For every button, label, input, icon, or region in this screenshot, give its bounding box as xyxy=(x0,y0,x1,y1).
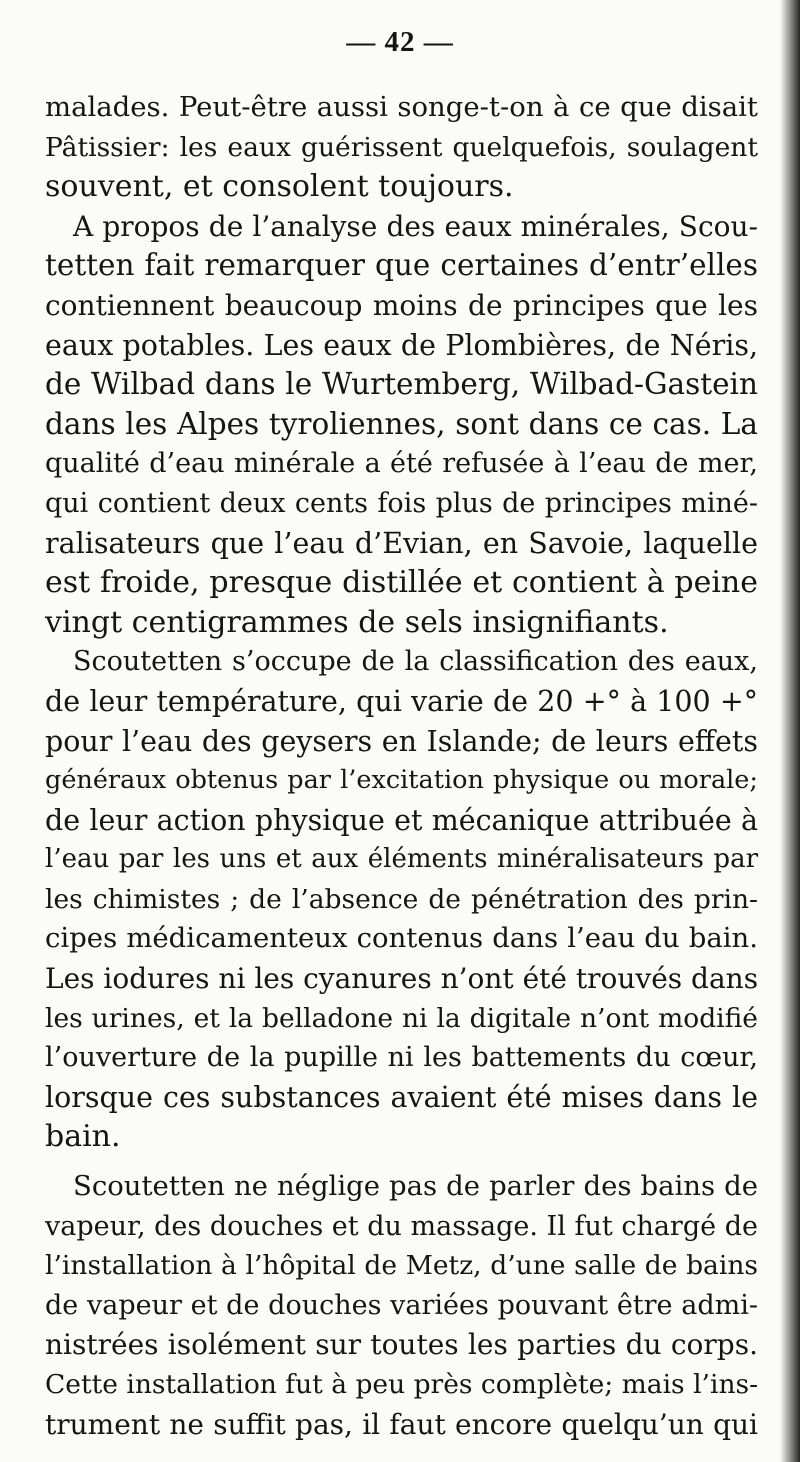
text-line: malades. Peut-être aussi songe-t-on à ce que disait xyxy=(45,91,758,123)
text-line: tetten fait remarquer que certaines d’entr’elles xyxy=(45,248,758,283)
page-edge-shadow xyxy=(780,0,800,1462)
text-line: bain. xyxy=(45,1119,121,1155)
text-line: vingt centigrammes de sels insignifiants. xyxy=(45,604,669,640)
text-line: les urines, et la belladone ni la digitale n’ont modifié xyxy=(45,1002,758,1034)
text-line: de leur action physique et mécanique attribuée à xyxy=(45,803,758,837)
text-line: souvent, et consolent toujours. xyxy=(45,169,514,205)
paragraph xyxy=(45,88,758,207)
page-number: — 42 — xyxy=(346,26,454,58)
text-line: Scoutetten ne néglige pas de parler des bains de xyxy=(73,1170,758,1203)
text-line: de Wilbad dans le Wurtemberg, Wilbad-Gastein xyxy=(45,367,758,402)
text-line: Les iodures ni les cyanures n’ont été trouvés dans xyxy=(45,962,759,996)
text-line: de leur température, qui varie de 20 +° à 100 +° xyxy=(45,684,758,718)
text-line: lorsque ces substances avaient été mises dans le xyxy=(45,1080,758,1114)
text-line: l’ouverture de la pupille ni les battements du cœur, xyxy=(45,1042,758,1074)
text-line: les chimistes ; de l’absence de pénétration des prin- xyxy=(45,883,758,915)
text-line: est froide, presque distillée et contient à peine xyxy=(45,565,758,601)
text-line: A propos de l’analyse des eaux minérales, Scou- xyxy=(73,209,758,243)
paragraph xyxy=(45,1167,758,1444)
text-line: Pâtissier: les eaux guérissent quelquefois, soulagent xyxy=(45,131,758,163)
text-line: cipes médicamenteux contenus dans l’eau du bain. xyxy=(45,922,758,955)
text-line: qui contient deux cents fois plus de principes miné- xyxy=(45,487,758,519)
text-line: de vapeur et de douches variées pouvant être admi- xyxy=(45,1289,758,1321)
text-line: nistrées isolément sur toutes les parties du corps. xyxy=(45,1328,758,1362)
page-body xyxy=(45,88,758,1444)
text-line: trument ne suffit pas, il faut encore quelqu’un qui xyxy=(45,1407,758,1441)
text-line: dans les Alpes tyroliennes, sont dans ce cas. La xyxy=(45,406,758,441)
text-line: généraux obtenus par l’excitation physique ou morale; xyxy=(45,765,758,796)
text-line: eaux potables. Les eaux de Plombières, de Néris, xyxy=(45,328,758,362)
text-line: l’eau par les uns et aux éléments minéralisateurs par xyxy=(45,844,758,875)
text-line: ralisateurs que l’eau d’Evian, en Savoie, laquelle xyxy=(45,526,758,560)
text-line: vapeur, des douches et du massage. Il fut chargé de xyxy=(45,1210,758,1242)
paragraph-spacer xyxy=(45,1157,758,1167)
text-line: pour l’eau des geysers en Islande; de leurs effets xyxy=(45,724,758,758)
text-line: Scoutetten s’occupe de la classification des eaux, xyxy=(73,646,758,678)
paragraph xyxy=(45,642,758,1157)
paragraph xyxy=(45,207,758,643)
text-line: contiennent beaucoup moins de principes que les xyxy=(45,288,758,322)
text-line: qualité d’eau minérale a été refusée à l’eau de mer, xyxy=(45,448,758,480)
text-line: Cette installation fut à peu près complète; mais l’ins- xyxy=(45,1369,759,1400)
text-line: l’installation à l’hôpital de Metz, d’une salle de bains xyxy=(45,1250,758,1282)
